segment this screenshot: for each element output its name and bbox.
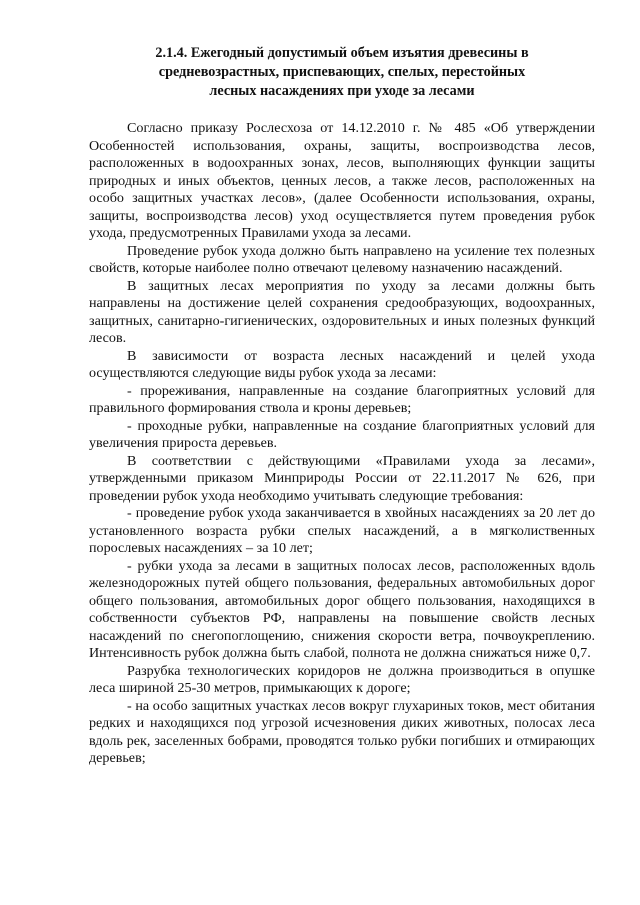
section-heading-line: лесных насаждениях при уходе за лесами (209, 83, 475, 99)
section-heading-line: 2.1.4. Ежегодный допустимый объем изъятия древесины в (155, 45, 529, 61)
paragraph-protective-forests: В защитных лесах мероприятия по уходу за лесами должны быть направлены на достижение целей сохранения средообразующих, водоохранных, защитных, санитарно-гигиенических, оздоровительных и иных полезных функций лесов. (89, 277, 595, 346)
list-item-thinning: - прореживания, направленные на создание благоприятных условий для правильного формирования ствола и кроны деревьев; (89, 382, 595, 416)
list-item-protective-strips: - рубки ухода за лесами в защитных полосах лесов, расположенных вдоль железнодорожных путей общего пользования, федеральных автомобильных дорог общего пользования, автомобильных дорог общего пользования, находящихся в собственности субъектов РФ, направлены на повышение свойств лесных насаждений по снегопоглощению, снижения скорости ветра, почвоукреплению. Интенсивность рубок должна быть слабой, полнота не должна снижаться ниже 0,7. (89, 557, 595, 661)
paragraph-purpose: Проведение рубок ухода должно быть направлено на усиление тех полезных свойств, которые наиболее полно отвечают целевому назначению насаждений. (89, 242, 595, 276)
document-page (89, 44, 595, 768)
list-item-special-areas: - на особо защитных участках лесов вокруг глухариных токов, мест обитания редких и находящихся под угрозой исчезновения диких животных, полосах леса вдоль рек, заселенных бобрами, проводятся только рубки погибших и отмирающих деревьев; (89, 697, 595, 766)
section-heading-line: средневозрастных, приспевающих, спелых, перестойных (158, 64, 526, 80)
paragraph-order-485: Согласно приказу Рослесхоза от 14.12.2010 г. № 485 «Об утверждении Особенностей использования, охраны, защиты, воспроизводства лесов, расположенных в водоохранных зонах, лесов, выполняющих функции защиты природных и иных объектов, ценных лесов, а также лесов, расположенных на особо защитных участках лесов», (далее Особенности использования, охраны, защиты, воспроизводства лесов) уход осуществляется путем проведения рубок ухода, предусмотренных Правилами ухода за лесами. (89, 120, 595, 241)
paragraph-rules-626: В соответствии с действующими «Правилами ухода за лесами», утвержденными приказом Минприроды России от 22.11.2017 № 626, при проведении рубок ухода необходимо учитывать следующие требования: (89, 452, 595, 504)
section-heading (89, 44, 595, 101)
list-item-end-of-cutting: - проведение рубок ухода заканчивается в хвойных насаждениях за 20 лет до установленного возраста рубки спелых насаждений, а в мягколиственных порослевых насаждениях – за 10 лет; (89, 505, 595, 556)
paragraph-types-intro: В зависимости от возраста лесных насаждений и целей ухода осуществляются следующие виды рубок ухода за лесами: (89, 347, 595, 381)
paragraph-corridors: Разрубка технологических коридоров не должна производиться в опушке леса шириной 25-30 метров, примыкающих к дороге; (89, 662, 595, 696)
list-item-passage-cutting: - проходные рубки, направленные на создание благоприятных условий для увеличения прироста деревьев. (89, 417, 595, 451)
